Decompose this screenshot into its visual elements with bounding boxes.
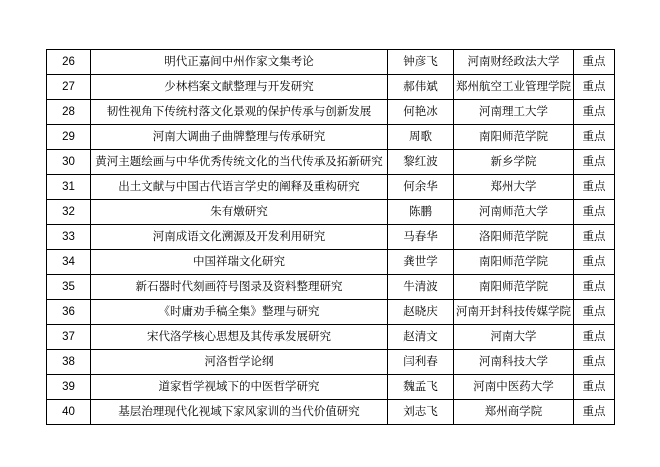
cell-serial-number: 39 bbox=[47, 375, 91, 400]
cell-person: 赵清文 bbox=[388, 325, 454, 350]
cell-level: 重点 bbox=[574, 75, 615, 100]
cell-level: 重点 bbox=[574, 275, 615, 300]
cell-project-title: 黄河主题绘画与中华优秀传统文化的当代传承及拓新研究 bbox=[91, 150, 388, 175]
project-table bbox=[46, 49, 615, 425]
cell-unit: 洛阳师范学院 bbox=[454, 225, 574, 250]
cell-unit: 新乡学院 bbox=[454, 150, 574, 175]
cell-level: 重点 bbox=[574, 150, 615, 175]
cell-unit: 河南科技大学 bbox=[454, 350, 574, 375]
cell-person: 刘志飞 bbox=[388, 400, 454, 425]
cell-person: 赵晓庆 bbox=[388, 300, 454, 325]
cell-level: 重点 bbox=[574, 225, 615, 250]
cell-person: 魏孟飞 bbox=[388, 375, 454, 400]
table-row bbox=[47, 50, 615, 75]
cell-project-title: 少林档案文献整理与开发研究 bbox=[91, 75, 388, 100]
cell-serial-number: 28 bbox=[47, 100, 91, 125]
cell-project-title: 新石器时代刻画符号图录及资料整理研究 bbox=[91, 275, 388, 300]
cell-person: 黎红波 bbox=[388, 150, 454, 175]
cell-project-title: 明代正嘉间中州作家文集考论 bbox=[91, 50, 388, 75]
cell-serial-number: 33 bbox=[47, 225, 91, 250]
cell-level: 重点 bbox=[574, 400, 615, 425]
table-row bbox=[47, 300, 615, 325]
cell-unit: 河南中医药大学 bbox=[454, 375, 574, 400]
cell-serial-number: 32 bbox=[47, 200, 91, 225]
cell-project-title: 河南大调曲子曲牌整理与传承研究 bbox=[91, 125, 388, 150]
cell-level: 重点 bbox=[574, 375, 615, 400]
cell-project-title: 河南成语文化溯源及开发利用研究 bbox=[91, 225, 388, 250]
cell-serial-number: 27 bbox=[47, 75, 91, 100]
table-row bbox=[47, 250, 615, 275]
table-row bbox=[47, 350, 615, 375]
table-row bbox=[47, 400, 615, 425]
project-table-body bbox=[47, 50, 615, 425]
table-row bbox=[47, 100, 615, 125]
cell-unit: 郑州航空工业管理学院 bbox=[454, 75, 574, 100]
table-row bbox=[47, 325, 615, 350]
table-row bbox=[47, 200, 615, 225]
cell-serial-number: 38 bbox=[47, 350, 91, 375]
cell-unit: 河南师范大学 bbox=[454, 200, 574, 225]
cell-person: 钟彦飞 bbox=[388, 50, 454, 75]
cell-level: 重点 bbox=[574, 50, 615, 75]
cell-unit: 南阳师范学院 bbox=[454, 125, 574, 150]
table-row bbox=[47, 275, 615, 300]
cell-unit: 郑州大学 bbox=[454, 175, 574, 200]
cell-unit: 南阳师范学院 bbox=[454, 275, 574, 300]
cell-person: 郝伟斌 bbox=[388, 75, 454, 100]
cell-serial-number: 37 bbox=[47, 325, 91, 350]
cell-project-title: 韧性视角下传统村落文化景观的保护传承与创新发展 bbox=[91, 100, 388, 125]
cell-unit: 河南开封科技传媒学院 bbox=[454, 300, 574, 325]
project-table-container bbox=[46, 49, 614, 425]
table-row bbox=[47, 225, 615, 250]
cell-project-title: 出土文献与中国古代语言学史的阐释及重构研究 bbox=[91, 175, 388, 200]
cell-serial-number: 26 bbox=[47, 50, 91, 75]
cell-project-title: 道家哲学视域下的中医哲学研究 bbox=[91, 375, 388, 400]
cell-unit: 河南大学 bbox=[454, 325, 574, 350]
cell-person: 闫利春 bbox=[388, 350, 454, 375]
cell-unit: 南阳师范学院 bbox=[454, 250, 574, 275]
cell-serial-number: 35 bbox=[47, 275, 91, 300]
cell-level: 重点 bbox=[574, 175, 615, 200]
cell-project-title: 中国祥瑞文化研究 bbox=[91, 250, 388, 275]
cell-unit: 河南理工大学 bbox=[454, 100, 574, 125]
table-row bbox=[47, 75, 615, 100]
cell-project-title: 朱有燉研究 bbox=[91, 200, 388, 225]
cell-level: 重点 bbox=[574, 200, 615, 225]
cell-level: 重点 bbox=[574, 125, 615, 150]
cell-person: 何余华 bbox=[388, 175, 454, 200]
cell-unit: 郑州商学院 bbox=[454, 400, 574, 425]
cell-person: 龚世学 bbox=[388, 250, 454, 275]
cell-serial-number: 31 bbox=[47, 175, 91, 200]
cell-unit: 河南财经政法大学 bbox=[454, 50, 574, 75]
cell-person: 何艳冰 bbox=[388, 100, 454, 125]
cell-person: 马春华 bbox=[388, 225, 454, 250]
cell-serial-number: 29 bbox=[47, 125, 91, 150]
table-row bbox=[47, 150, 615, 175]
table-row bbox=[47, 125, 615, 150]
cell-serial-number: 40 bbox=[47, 400, 91, 425]
cell-project-title: 宋代洛学核心思想及其传承发展研究 bbox=[91, 325, 388, 350]
cell-project-title: 河洛哲学论纲 bbox=[91, 350, 388, 375]
cell-level: 重点 bbox=[574, 100, 615, 125]
cell-level: 重点 bbox=[574, 325, 615, 350]
cell-person: 牛清波 bbox=[388, 275, 454, 300]
cell-person: 陈鹏 bbox=[388, 200, 454, 225]
cell-level: 重点 bbox=[574, 250, 615, 275]
cell-serial-number: 30 bbox=[47, 150, 91, 175]
cell-level: 重点 bbox=[574, 350, 615, 375]
table-row bbox=[47, 175, 615, 200]
cell-person: 周歌 bbox=[388, 125, 454, 150]
table-row bbox=[47, 375, 615, 400]
cell-serial-number: 34 bbox=[47, 250, 91, 275]
cell-serial-number: 36 bbox=[47, 300, 91, 325]
cell-project-title: 《时庸劝手稿全集》整理与研究 bbox=[91, 300, 388, 325]
cell-project-title: 基层治理现代化视域下家风家训的当代价值研究 bbox=[91, 400, 388, 425]
cell-level: 重点 bbox=[574, 300, 615, 325]
